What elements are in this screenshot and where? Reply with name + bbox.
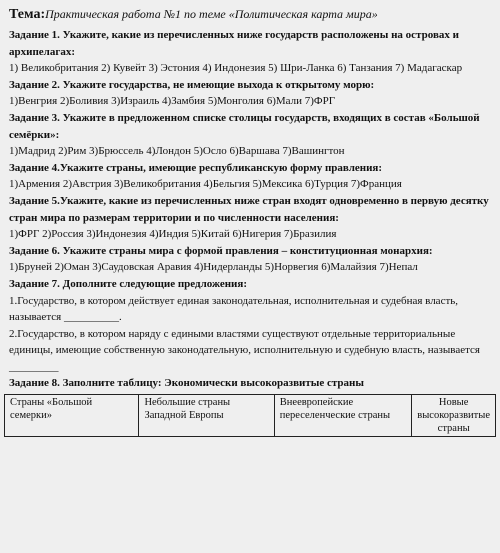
economies-table [4, 394, 496, 437]
task-2-options: 1)Венгрия 2)Боливия 3)Израиль 4)Замбия 5)Монголия 6)Мали 7)ФРГ [9, 95, 336, 108]
task-4-options: 1)Армения 2)Австрия 3)Великобритания 4)Бельгия 5)Мексика 6)Турция 7)Франция [9, 178, 402, 191]
task-4-heading: Задание 4.Укажите страны, имеющие республиканскую форму правления: [9, 161, 383, 174]
task-7-heading: Задание 7. Дополните следующие предложения: [9, 277, 247, 290]
task-5-heading: Задание 5.Укажите, какие из перечисленных ниже стран входят одновременно в первую десятку стран мира по размерам территории и по численности населения: [9, 194, 489, 224]
table-header-settler-countries: Внеевропейские переселенческие страны [274, 395, 412, 437]
title-text: Практическая работа №1 по теме «Политическая карта мира» [45, 7, 378, 21]
table-header-row [5, 395, 496, 437]
table-header-new-developed: Новые высокоразвитые страны [412, 395, 496, 437]
task-6-heading: Задание 6. Укажите страны мира с формой правления – конституционная монархия: [9, 244, 433, 257]
task-5-options: 1)ФРГ 2)Россия 3)Индонезия 4)Индия 5)Китай 6)Нигерия 7)Бразилия [9, 228, 337, 241]
task-6-options: 1)Бруней 2)Оман 3)Саудовская Аравия 4)Нидерланды 5)Норвегия 6)Малайзия 7)Непал [9, 261, 418, 274]
title-label: Тема: [9, 7, 46, 22]
task-2-heading: Задание 2. Укажите государства, не имеющие выхода к открытому морю: [9, 78, 375, 91]
task-3-heading: Задание 3. Укажите в предложенном списке столицы государств, входящих в состав «Большой семёрки»: [9, 111, 480, 141]
task-1-heading: Задание 1. Укажите, какие из перечисленных ниже государств расположены на островах и архипелагах: [9, 29, 459, 58]
task-3-options: 1)Мадрид 2)Рим 3)Брюссель 4)Лондон 5)Осло 6)Варшава 7)Вашингтон [9, 145, 345, 158]
table-header-small-west-europe: Небольшие страны Западной Европы [139, 395, 274, 437]
task-7-sentence-1: 1.Государство, в котором действует единая законодательная, исполнительная и судебная власть, называется __________. [9, 294, 459, 324]
table-header-g7: Страны «Большой семерки» [5, 395, 139, 437]
task-8-heading: Задание 8. Заполните таблицу: Экономически высокоразвитые страны [9, 377, 364, 390]
task-1-options: 1) Великобритания 2) Кувейт 3) Эстония 4) Индонезия 5) Шри-Ланка 6) Танзания 7) Мадагаскар [9, 62, 463, 75]
page-title [9, 5, 491, 23]
task-7-sentence-2: 2.Государство, в котором наряду с едиными властями существуют отдельные территориальные единицы, имеющие собственную законодательную, исполнительную и судебную власть, называется _________ [9, 327, 480, 373]
